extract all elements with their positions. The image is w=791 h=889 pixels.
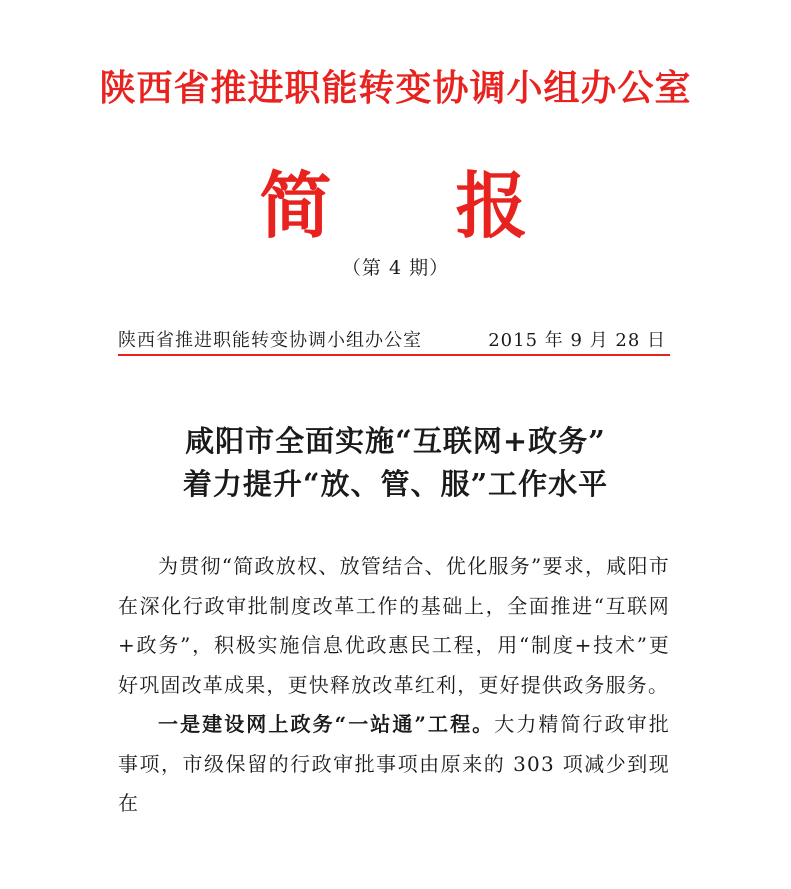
paragraph-2 xyxy=(118,705,670,824)
meta-date: 2015 年 9 月 28 日 xyxy=(488,330,666,351)
issue-number: （第 4 期） xyxy=(341,257,450,279)
paragraph-2-lead: 一是建设网上政务“一站通”工程。 xyxy=(158,712,495,736)
article-title-line-2: 着力提升“放、管、服”工作水平 xyxy=(182,467,609,501)
issuing-office-name: 陕西省推进职能转变协调小组办公室 xyxy=(99,67,692,109)
meta-org: 陕西省推进职能转变协调小组办公室 xyxy=(118,330,422,351)
header-divider xyxy=(118,354,670,356)
bulletin-title-right-char: 报 xyxy=(455,163,532,248)
article-title-line-1: 咸阳市全面实施“互联网+政务” xyxy=(185,424,606,458)
article-body xyxy=(118,547,670,824)
paragraph-2-text: 大力精简行政审批事项，市级保留的行政审批事项由原来的 303 项减少到现在 xyxy=(118,712,670,815)
bulletin-title xyxy=(0,148,791,252)
bulletin-title-left-char: 简 xyxy=(259,163,336,248)
meta-line xyxy=(118,320,670,350)
paragraph-1: 为贯彻“简政放权、放管结合、优化服务”要求，咸阳市在深化行政审批制度改革工作的基础上，全面推进“互联网+政务”，积极实施信息优政惠民工程，用“制度+技术”更好巩固改革成果，更快释放改革红利，更好提供政务服务。 xyxy=(118,554,670,697)
